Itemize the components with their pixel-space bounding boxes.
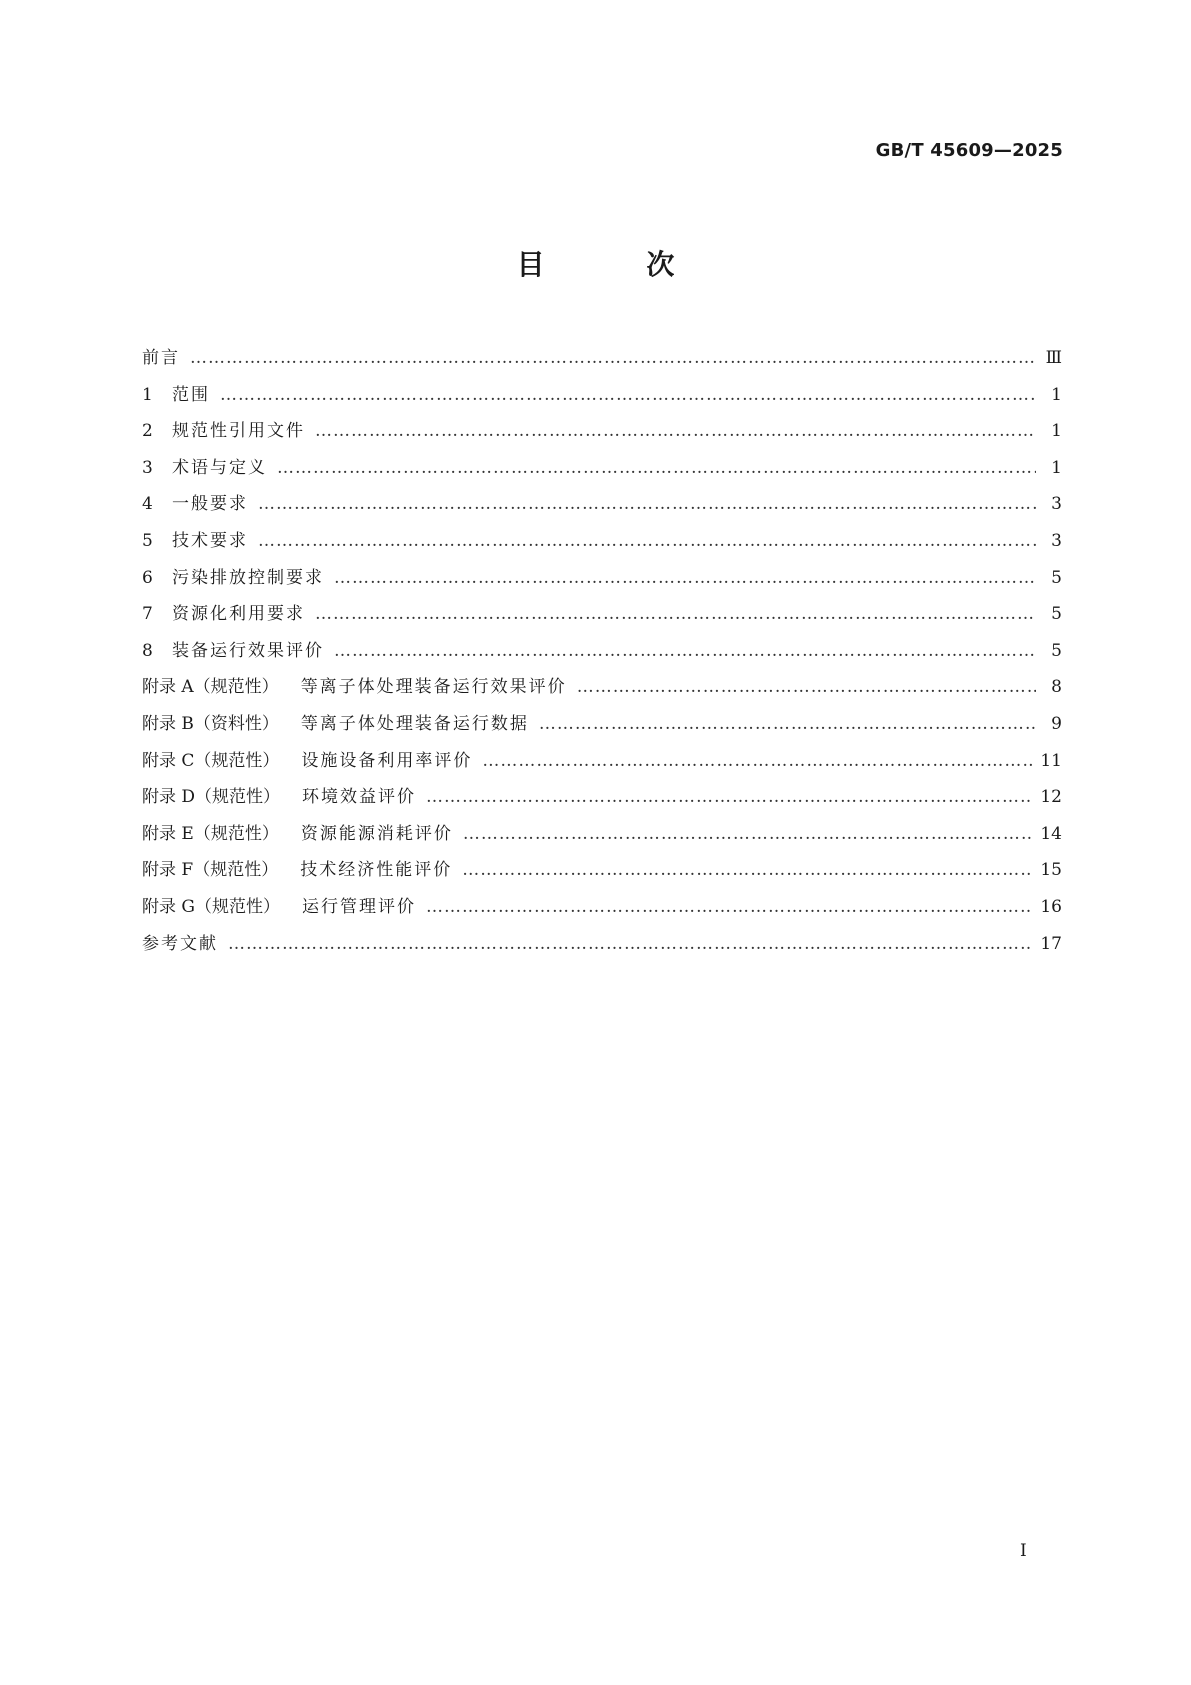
toc-entry-number: 3 (142, 457, 153, 478)
page-number: I (1020, 1541, 1027, 1561)
toc-entry-label: 技术经济性能评价 (300, 860, 453, 881)
toc-entry-section-7[interactable] (142, 596, 1062, 633)
toc-entry-page: 3 (1051, 530, 1062, 551)
standard-code: GB/T 45609—2025 (875, 140, 1063, 161)
toc-entry-page: 5 (1051, 640, 1062, 661)
toc-entry-appendix-tag: 附录 B（资料性） (142, 713, 279, 734)
toc-entry-page: 15 (1040, 860, 1062, 881)
toc-entry-section-2[interactable] (142, 413, 1062, 450)
toc-entry-label: 资源能源消耗评价 (300, 823, 453, 844)
toc-entry-section-1[interactable] (142, 377, 1062, 414)
toc-entry-section-6[interactable] (142, 560, 1062, 597)
toc-entry-label: 等离子体处理装备运行效果评价 (300, 677, 567, 698)
toc-entry-label: 装备运行效果评价 (172, 640, 324, 661)
leader-dots (482, 743, 1032, 780)
leader-dots (190, 340, 1036, 377)
toc-entry-page: 14 (1040, 823, 1062, 844)
toc-entry-number: 6 (142, 567, 153, 588)
leader-dots (258, 486, 1036, 523)
leader-dots (334, 560, 1036, 597)
toc-entry-section-4[interactable] (142, 486, 1062, 523)
toc-entry-page: 8 (1051, 677, 1062, 698)
page-title: 目 次 (516, 248, 721, 281)
toc-entry-label: 参考文献 (142, 933, 218, 954)
toc-entry-appendix-tag: 附录 D（规范性） (142, 787, 281, 808)
toc-entry-section-8[interactable] (142, 633, 1062, 670)
toc-entry-label: 资源化利用要求 (172, 604, 305, 625)
toc-entry-number: 7 (142, 604, 153, 625)
toc-entry-label: 技术要求 (172, 530, 248, 551)
leader-dots (462, 852, 1032, 889)
toc-entry-appendix-b[interactable] (142, 706, 1062, 743)
toc-entry-page: 5 (1051, 567, 1062, 588)
toc-entry-appendix-a[interactable] (142, 669, 1062, 706)
toc-entry-page: 11 (1040, 750, 1062, 771)
toc-entry-page: 5 (1051, 604, 1062, 625)
toc-entry-appendix-g[interactable] (142, 889, 1062, 926)
toc-entry-label: 运行管理评价 (301, 896, 416, 917)
toc-entry-page: 1 (1051, 421, 1062, 442)
toc-entry-appendix-tag: 附录 G（规范性） (142, 896, 280, 917)
toc-entry-appendix-f[interactable] (142, 852, 1062, 889)
toc-entry-label: 一般要求 (172, 494, 248, 515)
toc-entry-label: 污染排放控制要求 (172, 567, 324, 588)
toc-entry-label: 设施设备利用率评价 (301, 750, 473, 771)
toc-entry-section-3[interactable] (142, 450, 1062, 487)
toc-entry-label: 环境效益评价 (302, 787, 417, 808)
leader-dots (334, 633, 1036, 670)
toc-entry-appendix-c[interactable] (142, 743, 1062, 780)
toc-entry-label: 前言 (142, 348, 180, 368)
leader-dots (426, 779, 1032, 816)
toc-entry-page: 1 (1051, 457, 1062, 478)
toc-entry-label: 规范性引用文件 (172, 421, 305, 442)
leader-dots (220, 377, 1036, 414)
leader-dots (228, 926, 1032, 963)
toc-entry-appendix-e[interactable] (142, 816, 1062, 853)
toc-entry-label: 等离子体处理装备运行数据 (300, 713, 529, 734)
toc-entry-appendix-tag: 附录 A（规范性） (142, 677, 279, 698)
toc-entry-number: 4 (142, 494, 153, 515)
toc-entry-appendix-d[interactable] (142, 779, 1062, 816)
toc-entry-label: 范围 (172, 384, 210, 405)
toc-entry-appendix-tag: 附录 C（规范性） (142, 750, 280, 771)
toc-entry-number: 2 (142, 421, 153, 442)
leader-dots (315, 596, 1036, 633)
leader-dots (577, 669, 1036, 706)
toc-entry-page: Ⅲ (1045, 348, 1062, 368)
toc-entry-page: 17 (1040, 933, 1062, 954)
toc-entry-page: 1 (1051, 384, 1062, 405)
toc-entry-bibliography[interactable] (142, 926, 1062, 963)
toc-entry-label: 术语与定义 (172, 457, 267, 478)
leader-dots (539, 706, 1036, 743)
leader-dots (463, 816, 1033, 853)
toc-entry-page: 12 (1040, 787, 1062, 808)
toc-entry-page: 9 (1051, 713, 1062, 734)
toc-entry-page: 3 (1051, 494, 1062, 515)
toc-entry-number: 1 (142, 384, 153, 405)
leader-dots (315, 413, 1036, 450)
toc-entry-number: 8 (142, 640, 153, 661)
toc-entry-number: 5 (142, 530, 153, 551)
leader-dots (258, 523, 1036, 560)
toc-entry-page: 16 (1040, 896, 1062, 917)
toc-entry-appendix-tag: 附录 F（规范性） (142, 860, 279, 881)
toc-entry-foreword[interactable] (142, 340, 1062, 377)
leader-dots (426, 889, 1032, 926)
table-of-contents (142, 340, 1062, 962)
toc-entry-appendix-tag: 附录 E（规范性） (142, 823, 279, 844)
leader-dots (277, 450, 1036, 487)
toc-entry-section-5[interactable] (142, 523, 1062, 560)
